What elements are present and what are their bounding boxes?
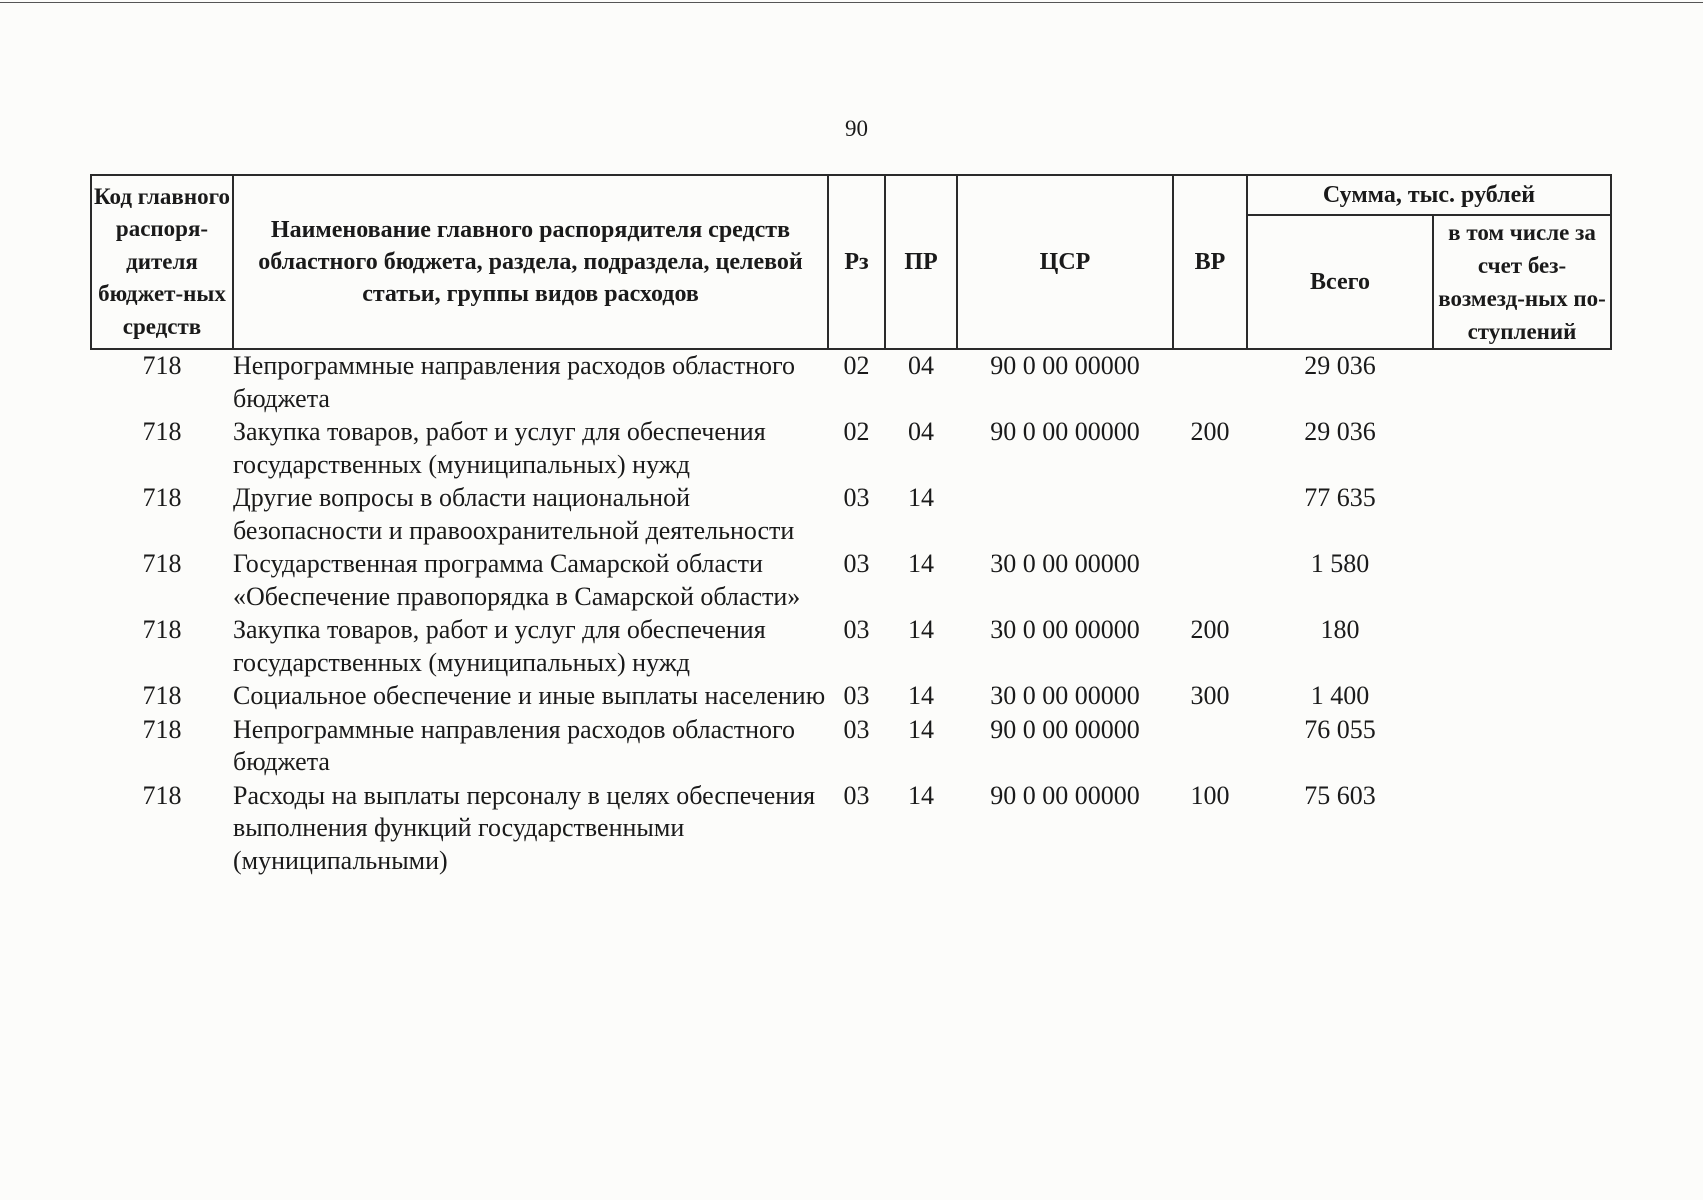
cell-name: Государственная программа Самарской области «Обеспечение правопорядка в Самарской области» [233,549,801,611]
header-free: в том числе за счет без-возмезд-ных по-ступлений [1433,215,1611,349]
cell-vr: 100 [1190,780,1230,810]
budget-table [90,174,1612,878]
cell-total: 29 036 [1304,417,1376,446]
cell-vr [1173,482,1247,548]
cell-code: 718 [142,780,182,810]
cell-total: 1 580 [1310,549,1370,578]
cell-total: 180 [1320,615,1360,644]
cell-csr: 30 0 00 00000 [990,681,1140,710]
table-header [91,175,1611,349]
cell-csr: 90 0 00 00000 [990,351,1140,380]
cell-free [1433,680,1611,714]
header-name: Наименование главного распорядителя средств областного бюджета, раздела, подраздела, целевой статьи, группы видов расходов [233,175,828,349]
header-csr: ЦСР [957,175,1173,349]
cell-vr [1173,349,1247,416]
table-row [91,349,1611,416]
cell-pr: 14 [908,549,934,578]
cell-rz: 03 [843,714,870,744]
cell-total: 77 635 [1304,483,1376,512]
table-row [91,714,1611,780]
cell-free [1433,780,1611,879]
header-rz: Рз [828,175,885,349]
cell-csr: 90 0 00 00000 [990,780,1140,810]
cell-vr: 200 [1190,417,1230,446]
cell-name: Закупка товаров, работ и услуг для обеспечения государственных (муниципальных) нужд [233,417,766,479]
header-total: Всего [1247,215,1433,349]
table-row [91,548,1611,614]
cell-pr: 14 [908,681,934,710]
cell-csr [957,482,1173,548]
table-row [91,482,1611,548]
cell-vr: 200 [1190,615,1230,644]
cell-code: 718 [142,417,182,446]
cell-csr: 30 0 00 00000 [990,549,1140,578]
cell-code: 718 [142,483,182,512]
cell-vr [1173,714,1247,780]
cell-csr: 30 0 00 00000 [990,615,1140,644]
cell-free [1433,614,1611,680]
cell-rz: 03 [843,483,870,512]
cell-rz: 02 [843,351,870,380]
cell-code: 718 [142,351,182,380]
cell-code: 718 [142,615,182,644]
page-number: 90 [845,116,868,141]
cell-name: Социальное обеспечение и иные выплаты населению [233,681,826,710]
cell-name: Закупка товаров, работ и услуг для обеспечения государственных (муниципальных) нужд [233,615,766,677]
cell-total: 29 036 [1304,351,1376,380]
cell-name: Непрограммные направления расходов областного бюджета [233,714,795,776]
cell-free [1433,714,1611,780]
table-row [91,680,1611,714]
scan-top-edge [0,2,1703,3]
header-code: Код главного распоря-дителя бюджет-ных средств [91,175,233,349]
table-row [91,780,1611,879]
cell-rz: 03 [843,549,870,578]
cell-pr: 04 [908,351,934,380]
cell-name: Другие вопросы в области национальной безопасности и правоохранительной деятельности [233,483,795,545]
cell-pr: 04 [908,417,934,446]
cell-pr: 14 [908,714,934,744]
cell-free [1433,548,1611,614]
cell-rz: 03 [843,780,870,810]
cell-csr: 90 0 00 00000 [990,417,1140,446]
cell-free [1433,349,1611,416]
header-vr: ВР [1173,175,1247,349]
cell-code: 718 [142,549,182,578]
cell-rz: 03 [843,681,870,710]
cell-total: 76 055 [1304,714,1376,744]
cell-rz: 03 [843,615,870,644]
table-body [91,349,1611,878]
cell-free [1433,416,1611,482]
header-sum: Сумма, тыс. рублей [1247,175,1611,215]
cell-vr: 300 [1190,681,1230,710]
cell-code: 718 [142,714,182,744]
header-pr: ПР [885,175,957,349]
table-row [91,416,1611,482]
cell-name: Непрограммные направления расходов областного бюджета [233,351,795,413]
table-row [91,614,1611,680]
cell-pr: 14 [908,780,934,810]
cell-rz: 02 [843,417,870,446]
cell-code: 718 [142,681,182,710]
cell-vr [1173,548,1247,614]
cell-free [1433,482,1611,548]
cell-pr: 14 [908,483,934,512]
cell-csr: 90 0 00 00000 [990,714,1140,744]
cell-name: Расходы на выплаты персоналу в целях обеспечения выполнения функций государственными (муниципальными) [233,780,816,875]
cell-total: 75 603 [1304,780,1376,810]
cell-total: 1 400 [1310,681,1370,710]
cell-pr: 14 [908,615,934,644]
